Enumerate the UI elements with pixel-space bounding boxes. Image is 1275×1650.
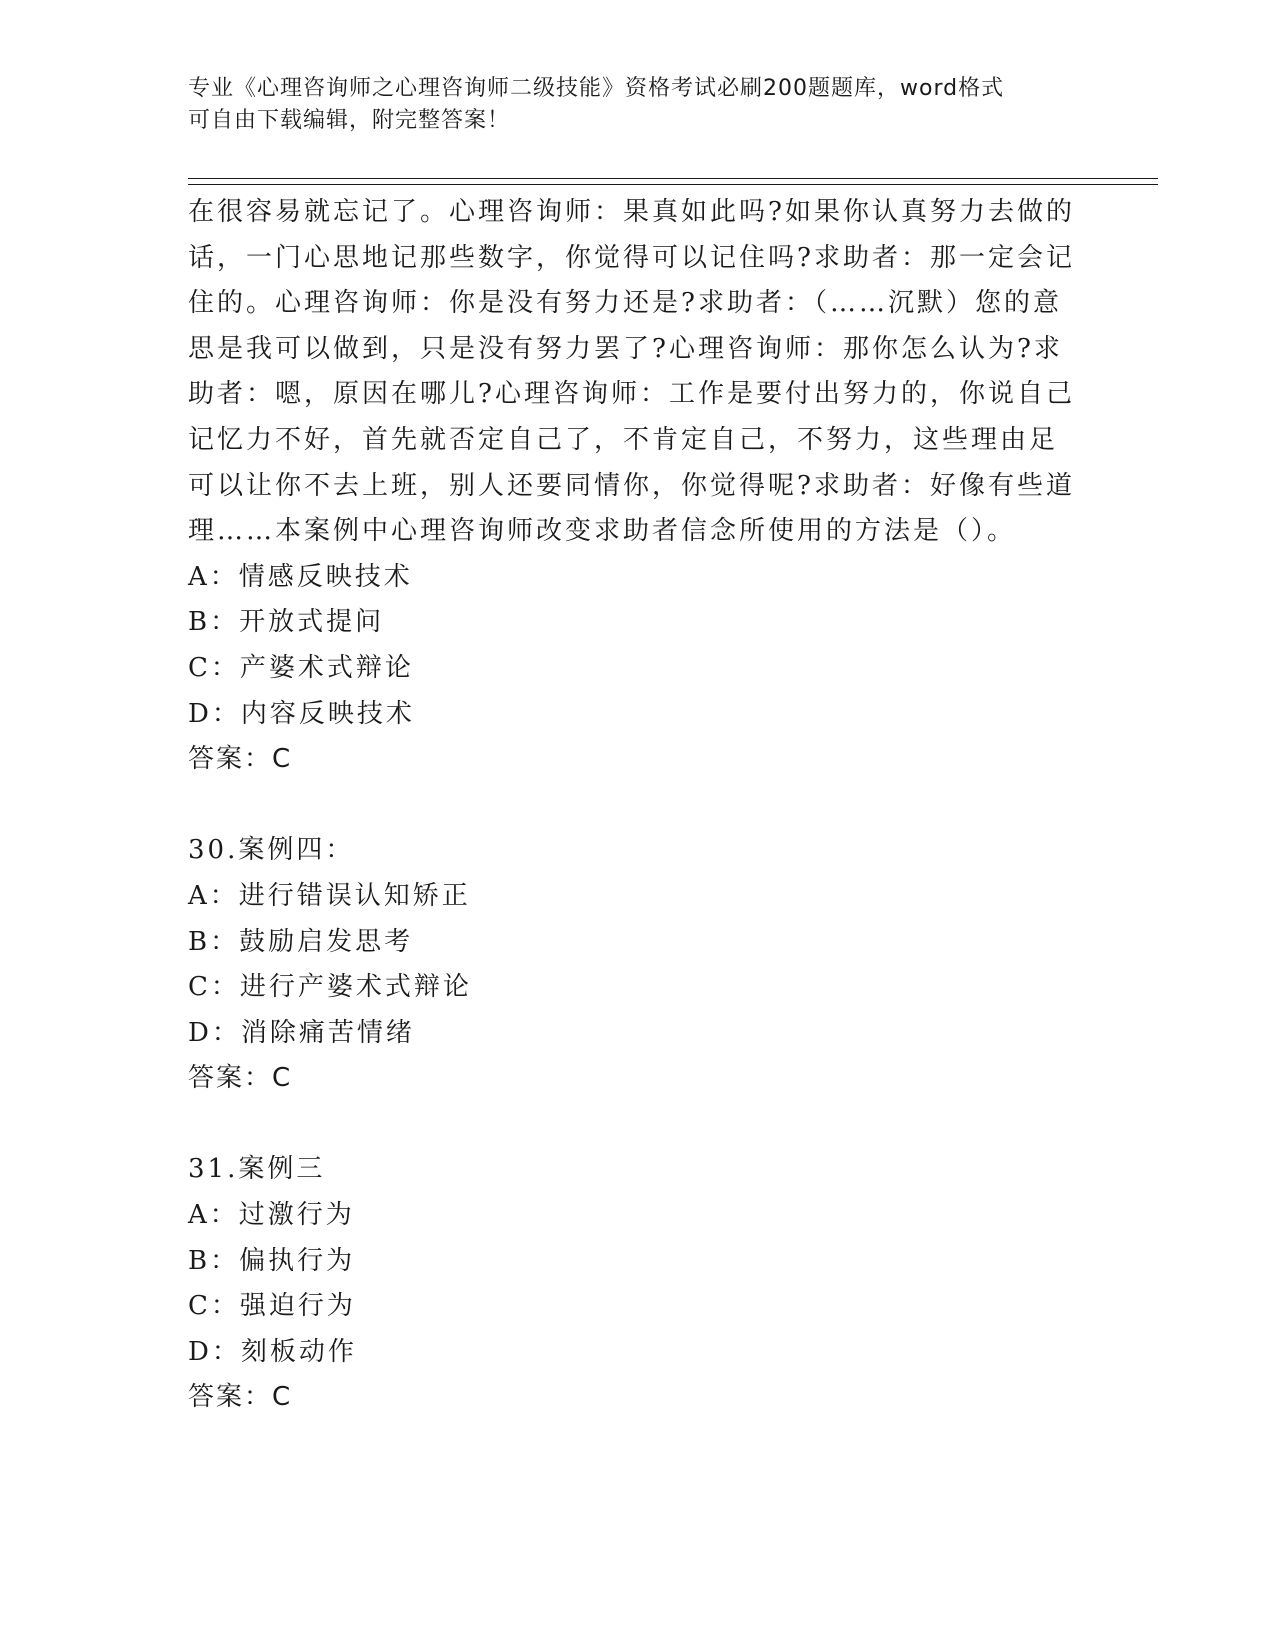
spacer	[188, 783, 1078, 829]
header-divider-bottom	[188, 184, 1158, 185]
option-d: D：刻板动作	[188, 1336, 357, 1367]
document-body	[188, 190, 1078, 1421]
answer: 答案：C	[188, 1382, 293, 1413]
spacer	[188, 1102, 1078, 1148]
header-line-2: 可自由下载编辑，附完整答案！	[188, 108, 511, 133]
stem-line: 可以让你不去上班，别人还要同情你，你觉得呢?求助者：好像有些道	[188, 470, 1075, 501]
option-c: C：进行产婆术式辩论	[188, 972, 472, 1003]
option-a: A：进行错误认知矫正	[188, 880, 471, 911]
option-a: A：情感反映技术	[188, 561, 413, 592]
option-b: B：偏执行为	[188, 1245, 356, 1276]
document-header	[188, 73, 1088, 137]
stem-line: 记忆力不好，首先就否定自己了，不肯定自己，不努力，这些理由足	[188, 424, 1059, 455]
question-30	[188, 828, 1078, 1102]
question-title: 31.案例三	[188, 1154, 326, 1185]
question-stem	[188, 190, 1078, 555]
option-b: B：鼓励启发思考	[188, 926, 414, 957]
stem-line: 住的。心理咨询师：你是没有努力还是?求助者：（……沉默）您的意	[188, 288, 1062, 319]
stem-line: 在很容易就忘记了。心理咨询师：果真如此吗?如果你认真努力去做的	[188, 197, 1075, 227]
option-a: A：过激行为	[188, 1200, 355, 1231]
option-c: C：强迫行为	[188, 1291, 356, 1322]
question-title: 30.案例四：	[188, 835, 355, 866]
stem-line: 话，一门心思地记那些数字，你觉得可以记住吗?求助者：那一定会记	[188, 242, 1075, 273]
answer: 答案：C	[188, 1063, 293, 1094]
option-b: B：开放式提问	[188, 607, 385, 638]
stem-line: 思是我可以做到，只是没有努力罢了?心理咨询师：那你怎么认为?求	[188, 333, 1063, 364]
stem-line: 理……本案例中心理咨询师改变求助者信念所使用的方法是（）。	[188, 516, 1017, 547]
question-29	[188, 190, 1078, 783]
question-31	[188, 1147, 1078, 1421]
stem-line: 助者：嗯，原因在哪儿?心理咨询师：工作是要付出努力的，你说自己	[188, 379, 1075, 410]
option-c: C：产婆术式辩论	[188, 652, 414, 683]
header-line-1: 专业《心理咨询师之心理咨询师二级技能》资格考试必刷200题题库，word格式	[188, 76, 1005, 101]
option-d: D：内容反映技术	[188, 698, 415, 729]
header-divider-top	[188, 178, 1158, 179]
answer: 答案：C	[188, 744, 293, 775]
option-d: D：消除痛苦情绪	[188, 1017, 415, 1048]
